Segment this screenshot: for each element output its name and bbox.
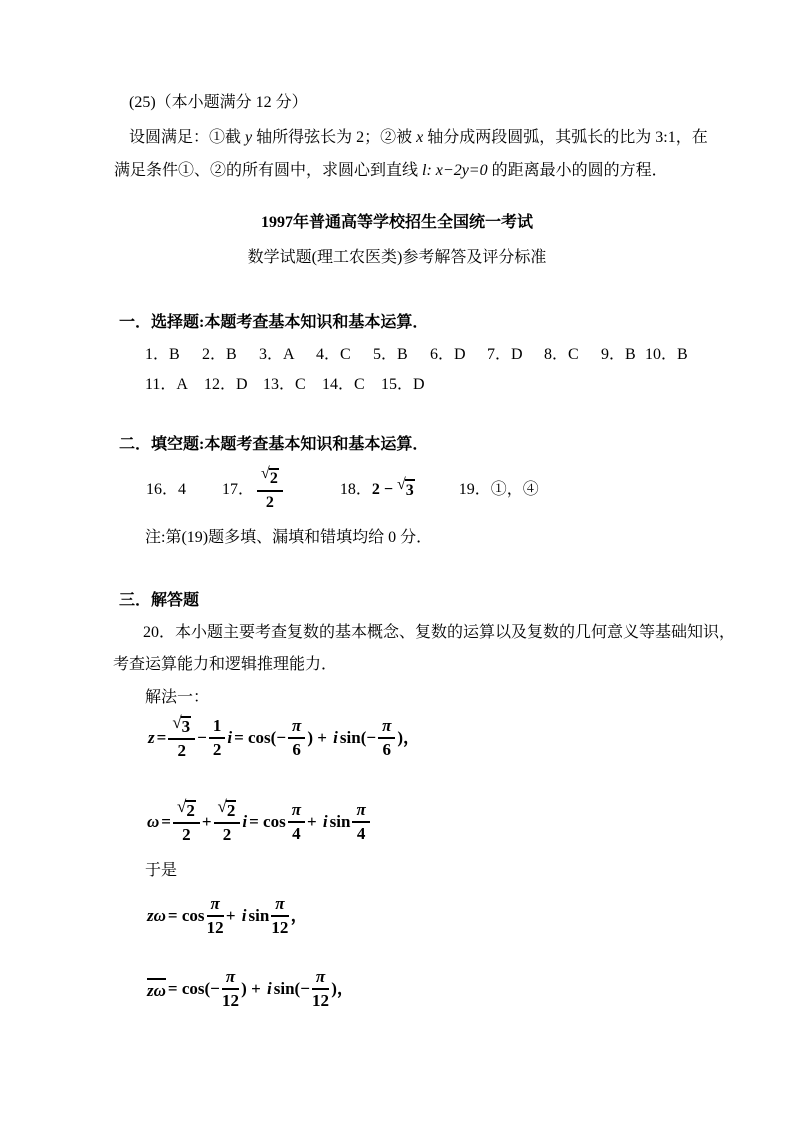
math-var-z-omega: zω	[147, 906, 166, 925]
math-var-i: i	[322, 812, 328, 831]
radicand: 3	[405, 479, 415, 501]
math-token: sin(−	[273, 979, 310, 998]
exam-subtitle-text: 数学试题(理工农医类)参考解答及评分标准	[247, 249, 547, 266]
math-var-omega: ω	[147, 812, 160, 831]
math-token: ) +	[307, 728, 332, 747]
numerator: π	[378, 717, 395, 739]
math-var-i: i	[227, 728, 233, 747]
math-var-y: y	[245, 129, 253, 146]
answer-item: 3．A	[259, 346, 295, 363]
denominator: 12	[222, 991, 240, 1010]
section-choice-heading	[119, 313, 428, 333]
answer-item: 6．D	[430, 346, 466, 363]
numerator: π	[207, 895, 224, 917]
fraction-sqrt3-over-2	[168, 713, 195, 760]
fill-note	[145, 528, 432, 548]
math-token: =	[156, 728, 167, 747]
section-heading-text: 一．选择题:本题考查基本知识和基本运算．	[119, 314, 429, 331]
radicand: 2	[226, 801, 236, 820]
note-text: 注:第(19)题多填、漏填和错填均给 0 分．	[145, 529, 433, 546]
numerator: π	[271, 895, 288, 917]
math-token: = cos	[249, 812, 286, 831]
radical-sign: √	[172, 713, 182, 732]
denominator: 12	[206, 918, 224, 937]
numerator: π	[312, 968, 329, 990]
choice-answers-row-1	[145, 345, 688, 365]
problem20-line1	[143, 623, 735, 643]
radical-sign: √	[396, 476, 406, 493]
method-label-text: 解法一：	[145, 689, 210, 706]
fraction-pi-over-12	[312, 968, 329, 1010]
math-token: )，	[331, 979, 354, 998]
denominator: 12	[271, 918, 289, 937]
denominator: 6	[382, 740, 391, 759]
math-token: +	[306, 812, 321, 831]
math-token: )，	[397, 728, 421, 747]
section-fill-heading	[119, 435, 428, 455]
math-token: sin	[329, 812, 351, 831]
math-line-equation: l: x−2y=0	[422, 162, 488, 179]
answer-item: 15．D	[381, 376, 425, 393]
denominator: 12	[312, 991, 330, 1010]
denominator: 2	[265, 494, 274, 511]
fraction-pi-over-6	[378, 717, 395, 759]
denominator: 2	[177, 741, 186, 760]
answer-item: 8．C	[544, 346, 579, 363]
section-heading-text: 二．填空题:本题考查基本知识和基本运算．	[119, 436, 429, 453]
then-text: 于是	[145, 862, 178, 879]
problem20-line2	[113, 655, 337, 675]
numerator: π	[222, 968, 239, 990]
method-one-label	[145, 688, 209, 708]
answer-item: 5．B	[373, 346, 408, 363]
problem20-text: 20．本小题主要考查复数的基本概念、复数的运算以及复数的几何意义等基础知识，	[143, 624, 736, 641]
page-subtitle	[0, 248, 794, 268]
answer-17	[222, 465, 286, 512]
radicand: 2	[269, 470, 278, 487]
numerator: π	[288, 801, 305, 823]
fraction-pi-over-6	[288, 717, 305, 759]
problem25-text: 设圆满足：①截	[129, 129, 246, 146]
math-var-i: i	[267, 979, 272, 998]
answer-17-label: 17．	[222, 481, 255, 498]
fraction-sqrt2-over-2	[173, 797, 200, 844]
choice-answers-row-2	[145, 375, 425, 395]
radical-sign: √	[261, 465, 270, 482]
problem25-text: 轴分成两段圆弧，其弧长的比为 3:1，在	[423, 129, 708, 146]
math-token: = cos(−	[234, 728, 287, 747]
math-var-x: x	[416, 129, 424, 146]
answer-item: 7．D	[487, 346, 523, 363]
answer-item: 1．B	[145, 346, 180, 363]
math-var-i: i	[241, 906, 247, 925]
fraction-pi-over-12	[207, 895, 224, 937]
problem25-line2	[129, 128, 708, 148]
fraction-sqrt2-over-2	[257, 465, 283, 512]
section-solve-heading	[119, 591, 199, 611]
problem25-line3	[114, 161, 668, 181]
fraction-pi-over-12	[222, 968, 239, 1010]
math-token: sin(−	[339, 728, 377, 747]
answer-item: 14．C	[322, 376, 365, 393]
problem25-text: 的距离最小的圆的方程．	[487, 162, 668, 179]
math-token: =	[161, 812, 171, 831]
numerator: 1	[209, 717, 226, 739]
problem25-line1	[129, 93, 308, 113]
radical-sign: √	[176, 797, 187, 816]
then-label	[145, 861, 177, 881]
formula-omega-polar	[146, 797, 373, 844]
numerator: π	[352, 801, 369, 823]
denominator: 2	[222, 825, 232, 844]
denominator: 4	[356, 824, 366, 843]
answer-16: 16．4	[146, 481, 187, 498]
section-heading-text: 三．解答题	[119, 592, 200, 609]
answer-item: 2．B	[202, 346, 237, 363]
denominator: 2	[182, 825, 191, 844]
fraction-pi-over-4	[352, 801, 369, 843]
radicand: 3	[181, 717, 191, 736]
answer-item: 9．B	[601, 346, 636, 363]
numerator: π	[288, 717, 305, 739]
math-token: = cos(−	[167, 979, 220, 998]
radicand: 2	[186, 801, 195, 820]
formula-z-omega-product	[146, 895, 309, 937]
sqrt-3	[396, 476, 415, 501]
denominator: 2	[212, 740, 222, 759]
formula-z-polar	[147, 713, 421, 760]
fill-answers-row	[146, 464, 539, 516]
problem20-text: 考查运算能力和逻辑推理能力．	[113, 656, 338, 673]
math-token: +	[201, 812, 212, 831]
answer-item: 4．C	[316, 346, 351, 363]
math-token: ，	[290, 906, 308, 925]
fraction-sqrt2-over-2	[214, 797, 241, 844]
math-var-i: i	[242, 812, 248, 831]
denominator: 6	[292, 740, 301, 759]
math-token: = cos	[167, 906, 205, 925]
problem25-text: 轴所得弦长为 2；②被	[252, 129, 417, 146]
math-token: +	[225, 906, 240, 925]
fraction-1-over-2	[209, 717, 226, 759]
answer-18-value: 2 −	[371, 481, 397, 498]
problem25-text: 满足条件①、②的所有圆中，求圆心到直线	[114, 162, 423, 179]
denominator: 4	[292, 824, 301, 843]
exam-title-text: 1997年普通高等学校招生全国统一考试	[260, 214, 533, 231]
radical-sign: √	[217, 797, 227, 816]
answer-item: 12．D	[204, 376, 248, 393]
fraction-pi-over-12	[271, 895, 288, 937]
problem25-header-text: (25)（本小题满分 12 分）	[129, 94, 308, 111]
formula-conjugate-z-omega	[146, 968, 355, 1010]
math-token: sin	[248, 906, 270, 925]
math-var-i: i	[333, 728, 338, 747]
answer-item: 13．C	[263, 376, 306, 393]
math-token: ) +	[241, 979, 266, 998]
math-var-z: z	[148, 728, 155, 747]
answer-19: 19．①，④	[458, 481, 539, 498]
math-var-z-omega-conjugate: zω	[147, 978, 166, 1001]
page-title	[0, 213, 794, 233]
answer-18	[339, 476, 415, 501]
answer-item: 11．A	[145, 376, 188, 393]
math-token: −	[197, 728, 207, 747]
fraction-pi-over-4	[288, 801, 305, 843]
answer-item: 10．B	[645, 346, 688, 363]
answer-18-label: 18．	[339, 481, 372, 498]
